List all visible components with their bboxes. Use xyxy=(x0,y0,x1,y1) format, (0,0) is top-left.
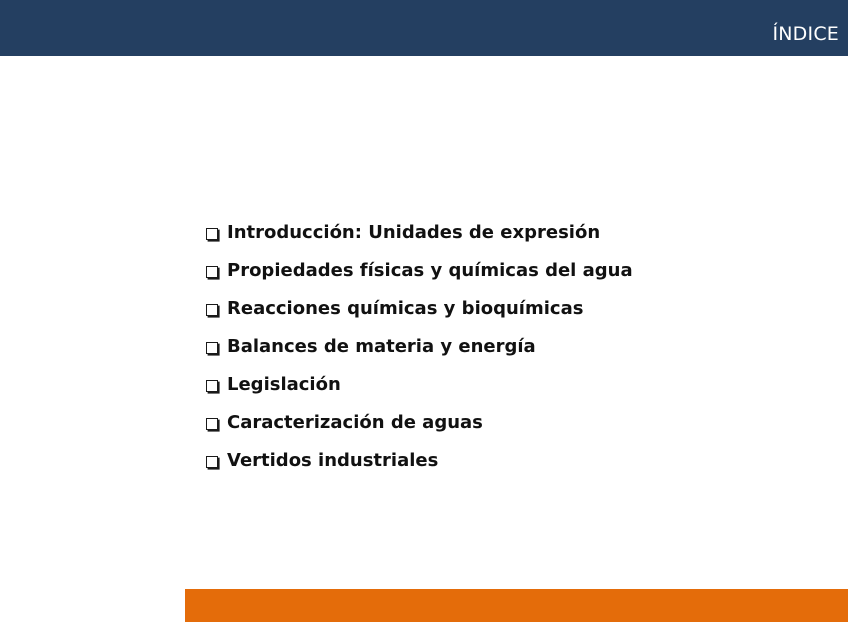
checkbox-icon xyxy=(206,380,218,392)
list-item-label: Reacciones químicas y bioquímicas xyxy=(227,298,584,319)
list-item-label: Balances de materia y energía xyxy=(227,336,536,357)
list-item-label: Propiedades físicas y químicas del agua xyxy=(227,260,633,281)
index-list xyxy=(206,214,633,480)
list-item xyxy=(206,404,633,442)
checkbox-icon xyxy=(206,418,218,430)
checkbox-icon xyxy=(206,266,218,278)
list-item xyxy=(206,214,633,252)
page-title: ÍNDICE xyxy=(772,23,839,45)
list-item xyxy=(206,290,633,328)
list-item-label: Introducción: Unidades de expresión xyxy=(227,222,601,243)
checkbox-icon xyxy=(206,342,218,354)
list-item xyxy=(206,442,633,480)
list-item-label: Caracterización de aguas xyxy=(227,412,483,433)
checkbox-icon xyxy=(206,456,218,468)
list-item xyxy=(206,366,633,404)
list-item-label: Vertidos industriales xyxy=(227,450,439,471)
footer-bar xyxy=(185,589,848,622)
checkbox-icon xyxy=(206,304,218,316)
list-item-label: Legislación xyxy=(227,374,341,395)
list-item xyxy=(206,328,633,366)
list-item xyxy=(206,252,633,290)
header-bar xyxy=(0,0,848,56)
checkbox-icon xyxy=(206,228,218,240)
